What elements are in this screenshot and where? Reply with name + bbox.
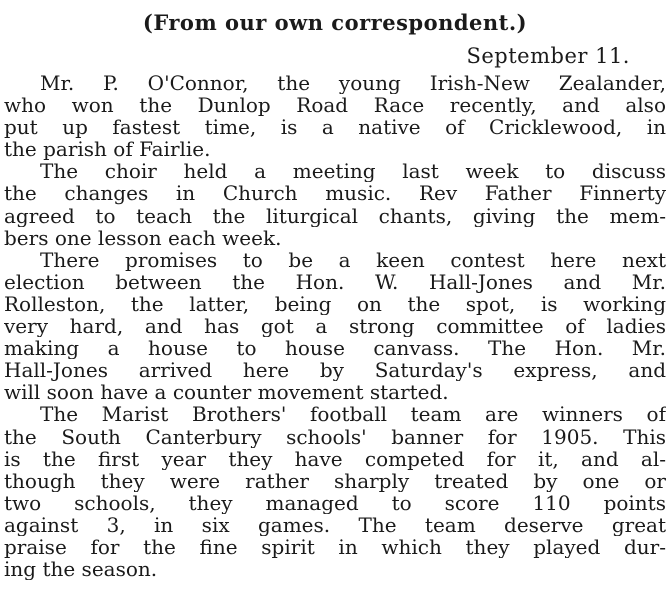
text-line: ing the season. [4, 558, 158, 581]
text-line: agreed to teach the liturgical chants, giving the mem- [4, 204, 666, 227]
text-line: Hall-Jones arrived here by Saturday's express, and [4, 359, 666, 382]
text-line: put up fastest time, is a native of Cricklewood, in [4, 116, 666, 139]
text-line: Rolleston, the latter, being on the spot, is working [4, 292, 666, 316]
article-paragraph-election [4, 249, 666, 404]
text-line: will soon have a counter movement started. [4, 381, 449, 404]
text-line: is the first year they have competed for it, and al- [4, 447, 666, 470]
text-line: There promises to be a keen contest here next [40, 248, 666, 271]
text-line: the changes in Church music. Rev Father Finnerty [4, 182, 666, 205]
text-line: making a house to house canvass. The Hon. Mr. [4, 337, 666, 360]
text-line: election between the Hon. W. Hall-Jones and Mr. [4, 270, 666, 293]
article-body [4, 72, 666, 580]
article-paragraph-connor [4, 72, 666, 160]
article-paragraph-football [4, 403, 666, 580]
dateline: September 11. [466, 44, 630, 68]
text-line: the parish of Fairlie. [4, 138, 211, 161]
text-line: two schools, they managed to score 110 points [4, 491, 666, 514]
text-line: bers one lesson each week. [4, 226, 282, 249]
text-line: though they were rather sharply treated by one or [4, 469, 666, 492]
text-line: The Marist Brothers' football team are winners of [40, 403, 666, 426]
text-line: praise for the fine spirit in which they played dur- [4, 535, 666, 559]
text-line: the South Canterbury schools' banner for 1905. This [4, 425, 666, 448]
text-line: very hard, and has got a strong committee of ladies [4, 315, 666, 338]
correspondent-heading: (From our own correspondent.) [142, 10, 528, 35]
text-line: The choir held a meeting last week to discuss [40, 160, 666, 183]
article-paragraph-choir [4, 160, 666, 248]
text-line: who won the Dunlop Road Race recently, and also [4, 94, 666, 117]
text-line: against 3, in six games. The team deserve great [4, 513, 666, 536]
text-line: Mr. P. O'Connor, the young Irish-New Zealander, [40, 72, 666, 95]
